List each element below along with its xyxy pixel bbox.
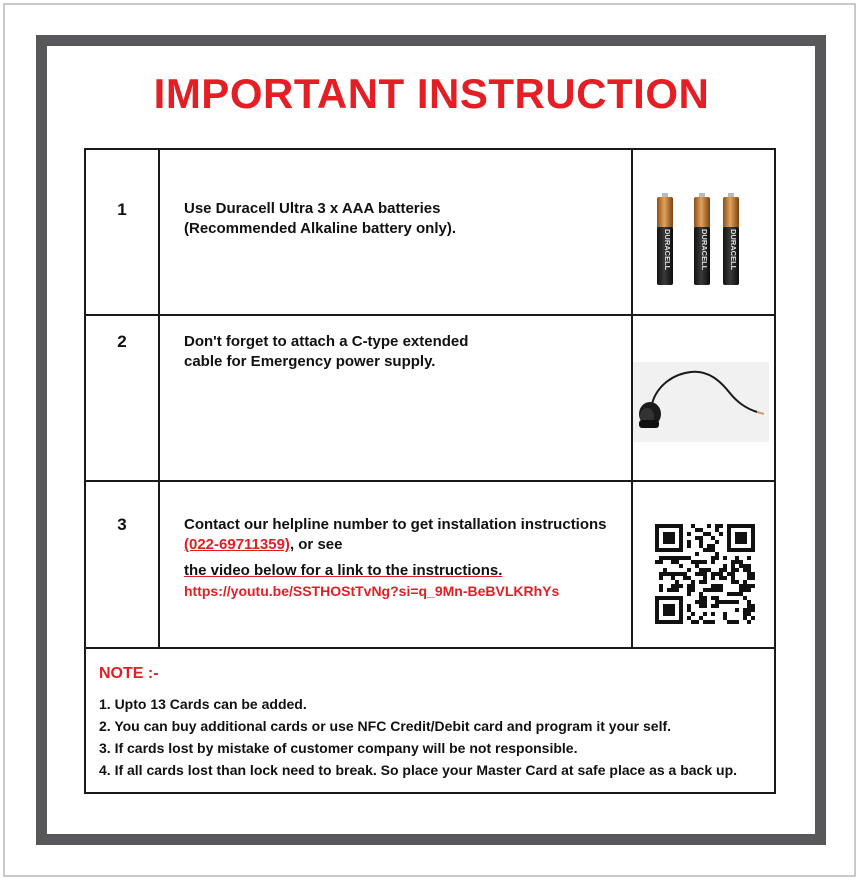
list-item: 1. Upto 13 Cards can be added. <box>99 696 307 712</box>
qr-code-icon[interactable] <box>633 482 774 646</box>
row-number-cell <box>86 150 160 314</box>
page-title: IMPORTANT INSTRUCTION <box>153 70 710 117</box>
image-cell <box>633 482 774 647</box>
instruction-line: Don't forget to attach a C-type extended <box>184 333 469 350</box>
list-item: 3. If cards lost by mistake of customer company will be not responsible. <box>99 740 578 756</box>
cable-icon <box>633 316 774 480</box>
row-number: 1 <box>117 200 127 219</box>
svg-text:DURACELL: DURACELL <box>729 229 738 271</box>
row-number: 3 <box>117 515 127 534</box>
battery-icon <box>633 150 774 314</box>
note-list <box>99 693 737 781</box>
svg-text:DURACELL: DURACELL <box>700 229 709 271</box>
instruction-cell <box>160 482 633 647</box>
table-row <box>86 150 774 316</box>
table-row <box>86 316 774 482</box>
row-number-cell <box>86 482 160 647</box>
instruction-line: the video below for a link to the instructions. <box>184 562 503 579</box>
list-item: 2. You can buy additional cards or use NFC Credit/Debit card and program it your self. <box>99 718 672 734</box>
instruction-line: cable for Emergency power supply. <box>184 353 436 370</box>
instruction-line: Contact our helpline number to get installation instructions <box>184 516 607 533</box>
row-number-cell <box>86 316 160 480</box>
instruction-line: , or see <box>289 536 343 553</box>
table-row <box>86 482 774 649</box>
instruction-line: (Recommended Alkaline battery only). <box>184 220 457 237</box>
image-cell <box>633 316 774 480</box>
image-cell <box>633 150 774 314</box>
instruction-cell <box>160 150 633 314</box>
battery <box>657 193 673 285</box>
note-section <box>86 649 774 792</box>
row-number: 2 <box>117 332 127 351</box>
note-heading: NOTE :- <box>99 665 159 682</box>
svg-text:DURACELL: DURACELL <box>663 229 672 271</box>
battery <box>723 193 739 285</box>
instruction-table <box>84 148 776 794</box>
battery <box>694 193 710 285</box>
helpline-phone[interactable]: (022-69711359) <box>184 536 290 553</box>
instruction-line: Use Duracell Ultra 3 x AAA batteries <box>184 200 441 217</box>
youtube-link[interactable]: https://youtu.be/SSTHOStTvNg?si=q_9Mn-BeBVLKRhYs <box>184 583 560 599</box>
list-item: 4. If all cards lost than lock need to break. So place your Master Card at safe place as a back up. <box>99 762 738 778</box>
instruction-cell <box>160 316 633 480</box>
